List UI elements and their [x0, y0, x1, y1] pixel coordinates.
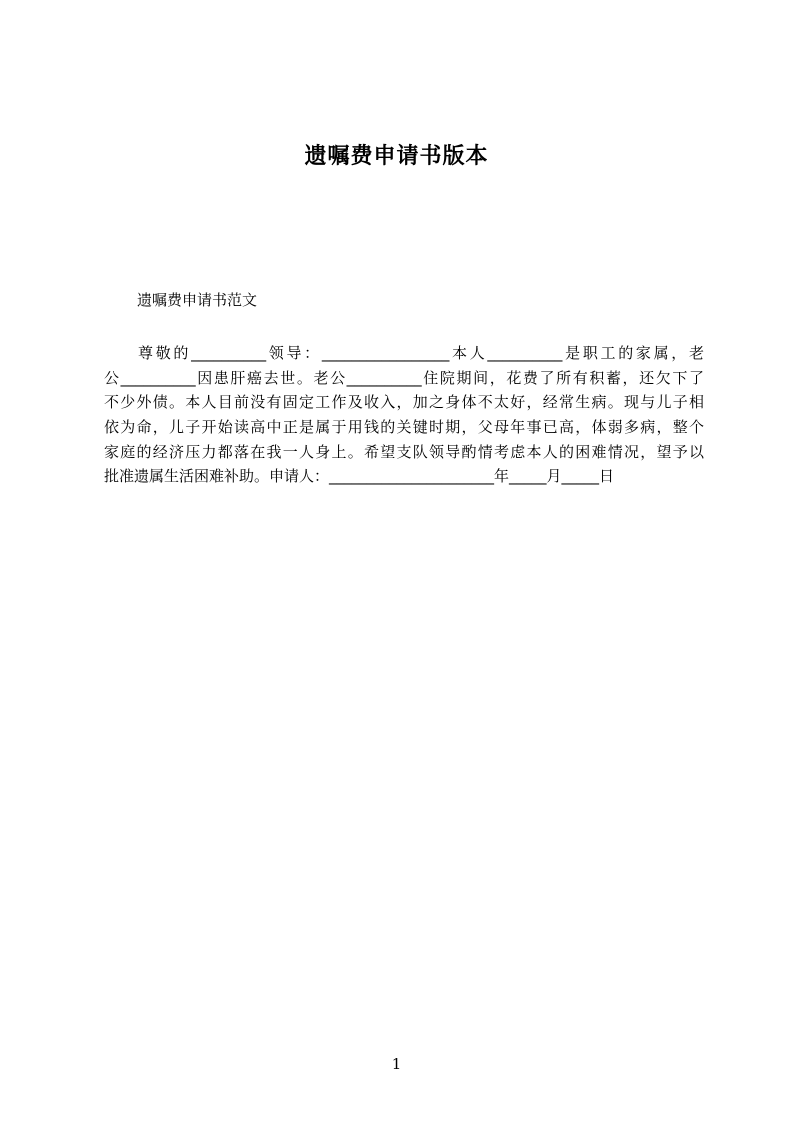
- document-subtitle: 遗嘱费申请书范文: [137, 291, 258, 309]
- body-line: 尊敬的__________领导：_________________本人__________是职工的家属，老: [138, 344, 704, 362]
- body-line: 依为命，儿子开始读高中正是属于用钱的关键时期，父母年事已高，体弱多病，整个: [104, 418, 704, 437]
- document-body: [104, 341, 704, 489]
- body-line: 不少外债。本人目前没有固定工作及收入，加之身体不太好，经常生病。现与儿子相: [104, 393, 704, 412]
- body-line: 批准遗属生活困难补助。申请人：______________________年_____月_____日: [104, 467, 615, 486]
- body-line: 家庭的经济压力都落在我一人身上。希望支队领导酌情考虑本人的困难情况，望予以: [104, 442, 704, 461]
- document-title: 遗嘱费申请书版本: [304, 144, 489, 169]
- page-number: 1: [391, 1055, 402, 1073]
- body-line: 公__________因患肝癌去世。老公__________住院期间，花费了所有积蓄，还欠下了: [104, 368, 704, 387]
